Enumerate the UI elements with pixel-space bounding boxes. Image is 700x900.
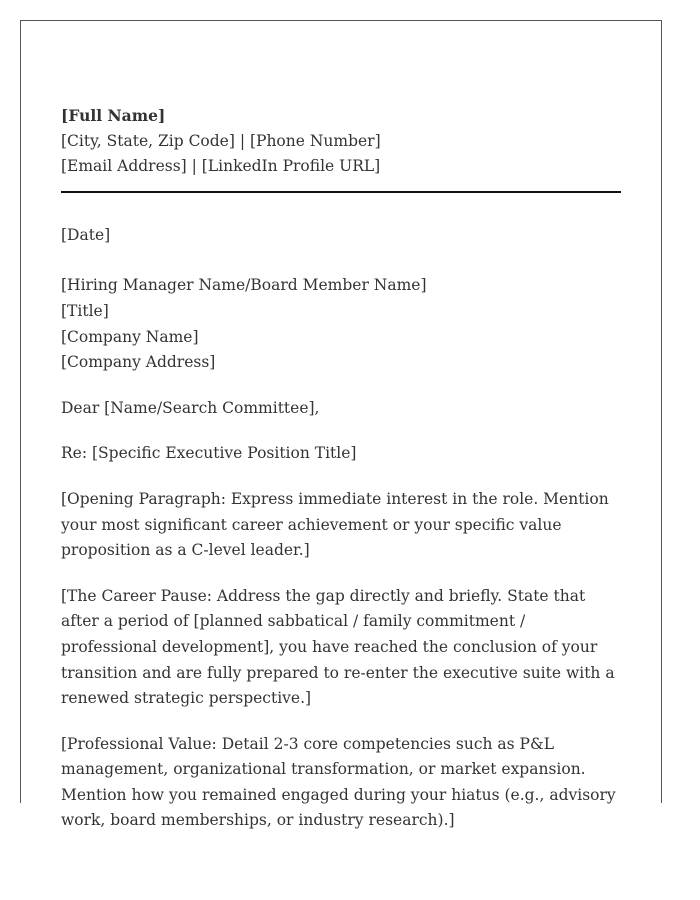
career-pause-paragraph: [The Career Pause: Address the gap directly and briefly. State that after a period of [planned sabbatical / family commitment / professional development], you have reached the conclusion of your transition and are fully prepared to re-enter the executive suite with a renewed strategic perspective.] xyxy=(61,586,615,708)
professional-value-paragraph: [Professional Value: Detail 2-3 core competencies such as P&L management, organizational transformation, or market expansion. Mention how you remained engaged during your hiatus (e.g., advisory work, board memberships, or industry research).] xyxy=(61,734,616,830)
letter-body xyxy=(61,103,621,854)
recipient-title: [Title] xyxy=(61,301,109,320)
full-name: [Full Name] xyxy=(61,106,166,125)
recipient-company: [Company Name] xyxy=(61,327,199,346)
subject-line: Re: [Specific Executive Position Title] xyxy=(61,444,357,463)
salutation: Dear [Name/Search Committee], xyxy=(61,398,320,417)
letter-date: [Date] xyxy=(61,225,111,244)
header-divider xyxy=(61,191,621,193)
document-page xyxy=(20,20,662,830)
letter-header xyxy=(61,103,621,180)
address-line: [City, State, Zip Code] | [Phone Number] xyxy=(61,131,381,150)
recipient-address: [Company Address] xyxy=(61,353,216,372)
recipient-name: [Hiring Manager Name/Board Member Name] xyxy=(61,276,427,295)
recipient-block xyxy=(61,273,621,375)
opening-paragraph: [Opening Paragraph: Express immediate interest in the role. Mention your most significant career achievement or your specific value proposition as a C-level leader.] xyxy=(61,489,609,560)
contact-line: [Email Address] | [LinkedIn Profile URL] xyxy=(61,157,381,176)
